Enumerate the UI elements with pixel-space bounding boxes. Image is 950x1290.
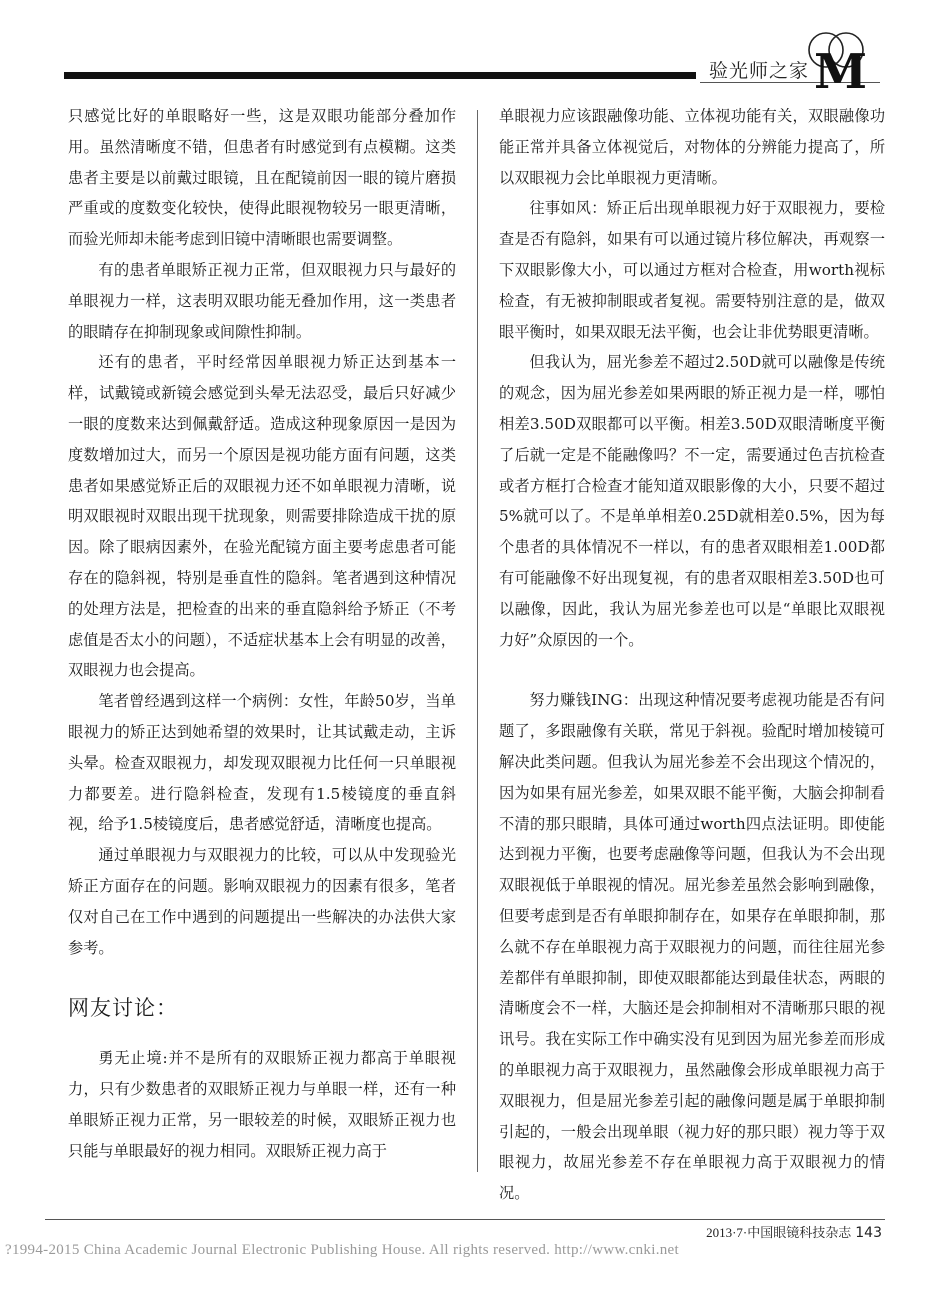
paragraph: 往事如风：矫正后出现单眼视力好于双眼视力，要检查是否有隐斜，如果有可以通过镜片移位解决，再观察一下双眼影像大小，可以通过方框对合检查，用worth视标检查，有无被抑制眼或者复视。需要特别注意的是，做双眼平衡时，如果双眼无法平衡，也会让非优势眼更清晰。 (499, 199, 885, 341)
paragraph: 勇无止境:并不是所有的双眼矫正视力都高于单眼视力，只有少数患者的双眼矫正视力与单眼一样，还有一种单眼矫正视力正常，另一眼较差的时候，双眼矫正视力也只能与单眼最好的视力相同。双眼矫正视力高于 (68, 1049, 456, 1160)
svg-text:M: M (814, 44, 868, 92)
page-number: 143 (855, 1225, 882, 1241)
right-column (499, 101, 885, 1209)
paragraph: 只感觉比好的单眼略好一些，这是双眼功能部分叠加作用。虽然清晰度不错，但患者有时感觉到有点模糊。这类患者主要是以前戴过眼镜，且在配镜前因一眼的镜片磨损严重或的度数变化较快，使得此眼视物较另一眼更清晰，而验光师却未能考虑到旧镜中清晰眼也需要调整。 (68, 107, 456, 249)
journal-logo-icon (800, 28, 880, 92)
paragraph: 努力赚钱ING：出现这种情况要考虑视功能是否有问题了，多跟融像有关联，常见于斜视。验配时增加棱镜可解决此类问题。但我认为屈光参差不会出现这个情况的，因为如果有屈光参差，如果双眼不能平衡，大脑会抑制看不清的那只眼睛，具体可通过worth四点法证明。即使能达到视力平衡，也要考虑融像等问题，但我认为不会出现双眼视低于单眼视的情况。屈光参差虽然会影响到融像，但要考虑到是否有单眼抑制存在，如果存在单眼抑制，那么就不存在单眼视力高于双眼视力的问题，而往往屈光参差都伴有单眼抑制，即使双眼都能达到最佳状态，两眼的清晰度会不一样，大脑还是会抑制相对不清晰那只眼的视讯号。我在实际工作中确实没有见到因为屈光参差而形成的单眼视力高于双眼视力，虽然融像会形成单眼视力高于双眼视力，但是屈光参差引起的融像问题是属于单眼抑制引起的，一般会出现单眼（视力好的那只眼）视力等于双眼视力，故屈光参差不存在单眼视力高于双眼视力的情况。 (499, 691, 885, 1203)
column-divider (477, 110, 478, 1172)
discussion-body-left (68, 1043, 456, 1166)
paragraph: 还有的患者，平时经常因单眼视力矫正达到基本一样，试戴镜或新镜会感觉到头晕无法忍受，最后只好减少一眼的度数来达到佩戴舒适。造成这种现象原因一是因为度数增加过大，而另一个原因是视功能方面有问题，这类患者如果感觉矫正后的双眼视力还不如单眼视力清晰，说明双眼视时双眼出现干扰现象，则需要排除造成干扰的原因。除了眼病因素外，在验光配镜方面主要考虑患者可能存在的隐斜视，特别是垂直性的隐斜。笔者遇到这种情况的处理方法是，把检查的出来的垂直隐斜给予矫正（不考虑值是否太小的问题），不适症状基本上会有明显的改善，双眼视力也会提高。 (68, 353, 456, 680)
section-title: 验光师之家 (709, 60, 810, 82)
footer-rule (45, 1219, 885, 1220)
paragraph-gap (499, 655, 885, 685)
journal-issue: 2013·7·中国眼镜科技杂志 (706, 1225, 852, 1240)
paragraph: 但我认为，屈光参差不超过2.50D就可以融像是传统的观念，因为屈光参差如果两眼的矫正视力是一样，哪怕相差3.50D双眼都可以平衡。相差3.50D双眼清晰度平衡了后就一定是不能融像吗？不一定，需要通过色吉抗检查或者方框打合检查才能知道双眼影像的大小，只要不超过5%就可以了。不是单单相差0.25D就相差0.5%，因为每个患者的具体情况不一样以，有的患者双眼相差1.00D都有可能融像不好出现复视，有的患者双眼相差3.50D也可以融像，因此，我认为屈光参差也可以是“单眼比双眼视力好”众原因的一个。 (499, 353, 885, 649)
footer-journal (706, 1222, 882, 1241)
paragraph: 通过单眼视力与双眼视力的比较，可以从中发现验光矫正方面存在的问题。影响双眼视力的因素有很多，笔者仅对自己在工作中遇到的问题提出一些解决的办法供大家参考。 (68, 846, 456, 957)
copyright-notice: ?1994-2015 China Academic Journal Electronic Publishing House. All rights reserved. http://www.cnki.net (5, 1242, 679, 1258)
paragraph: 有的患者单眼矫正视力正常，但双眼视力只与最好的单眼视力一样，这表明双眼功能无叠加作用，这一类患者的眼睛存在抑制现象或间隙性抑制。 (68, 260, 456, 341)
article-body (68, 101, 456, 963)
discussion-heading: 网友讨论： (68, 996, 178, 1021)
header-rule (64, 72, 696, 79)
paragraph: 笔者曾经遇到这样一个病例：女性，年龄50岁，当单眼视力的矫正达到她希望的效果时，让其试戴走动，主诉头晕。检查双眼视力，却发现双眼视力比任何一只单眼视力都要差。进行隐斜检查，发现有1.5棱镜度的垂直斜视，给予1.5棱镜度后，患者感觉舒适，清晰度也提高。 (68, 692, 456, 834)
discussion-body-right (499, 101, 885, 1209)
paragraph: 单眼视力应该跟融像功能、立体视功能有关，双眼融像功能正常并具备立体视觉后，对物体的分辨能力提高了，所以双眼视力会比单眼视力更清晰。 (499, 107, 885, 187)
left-column (68, 101, 456, 1167)
